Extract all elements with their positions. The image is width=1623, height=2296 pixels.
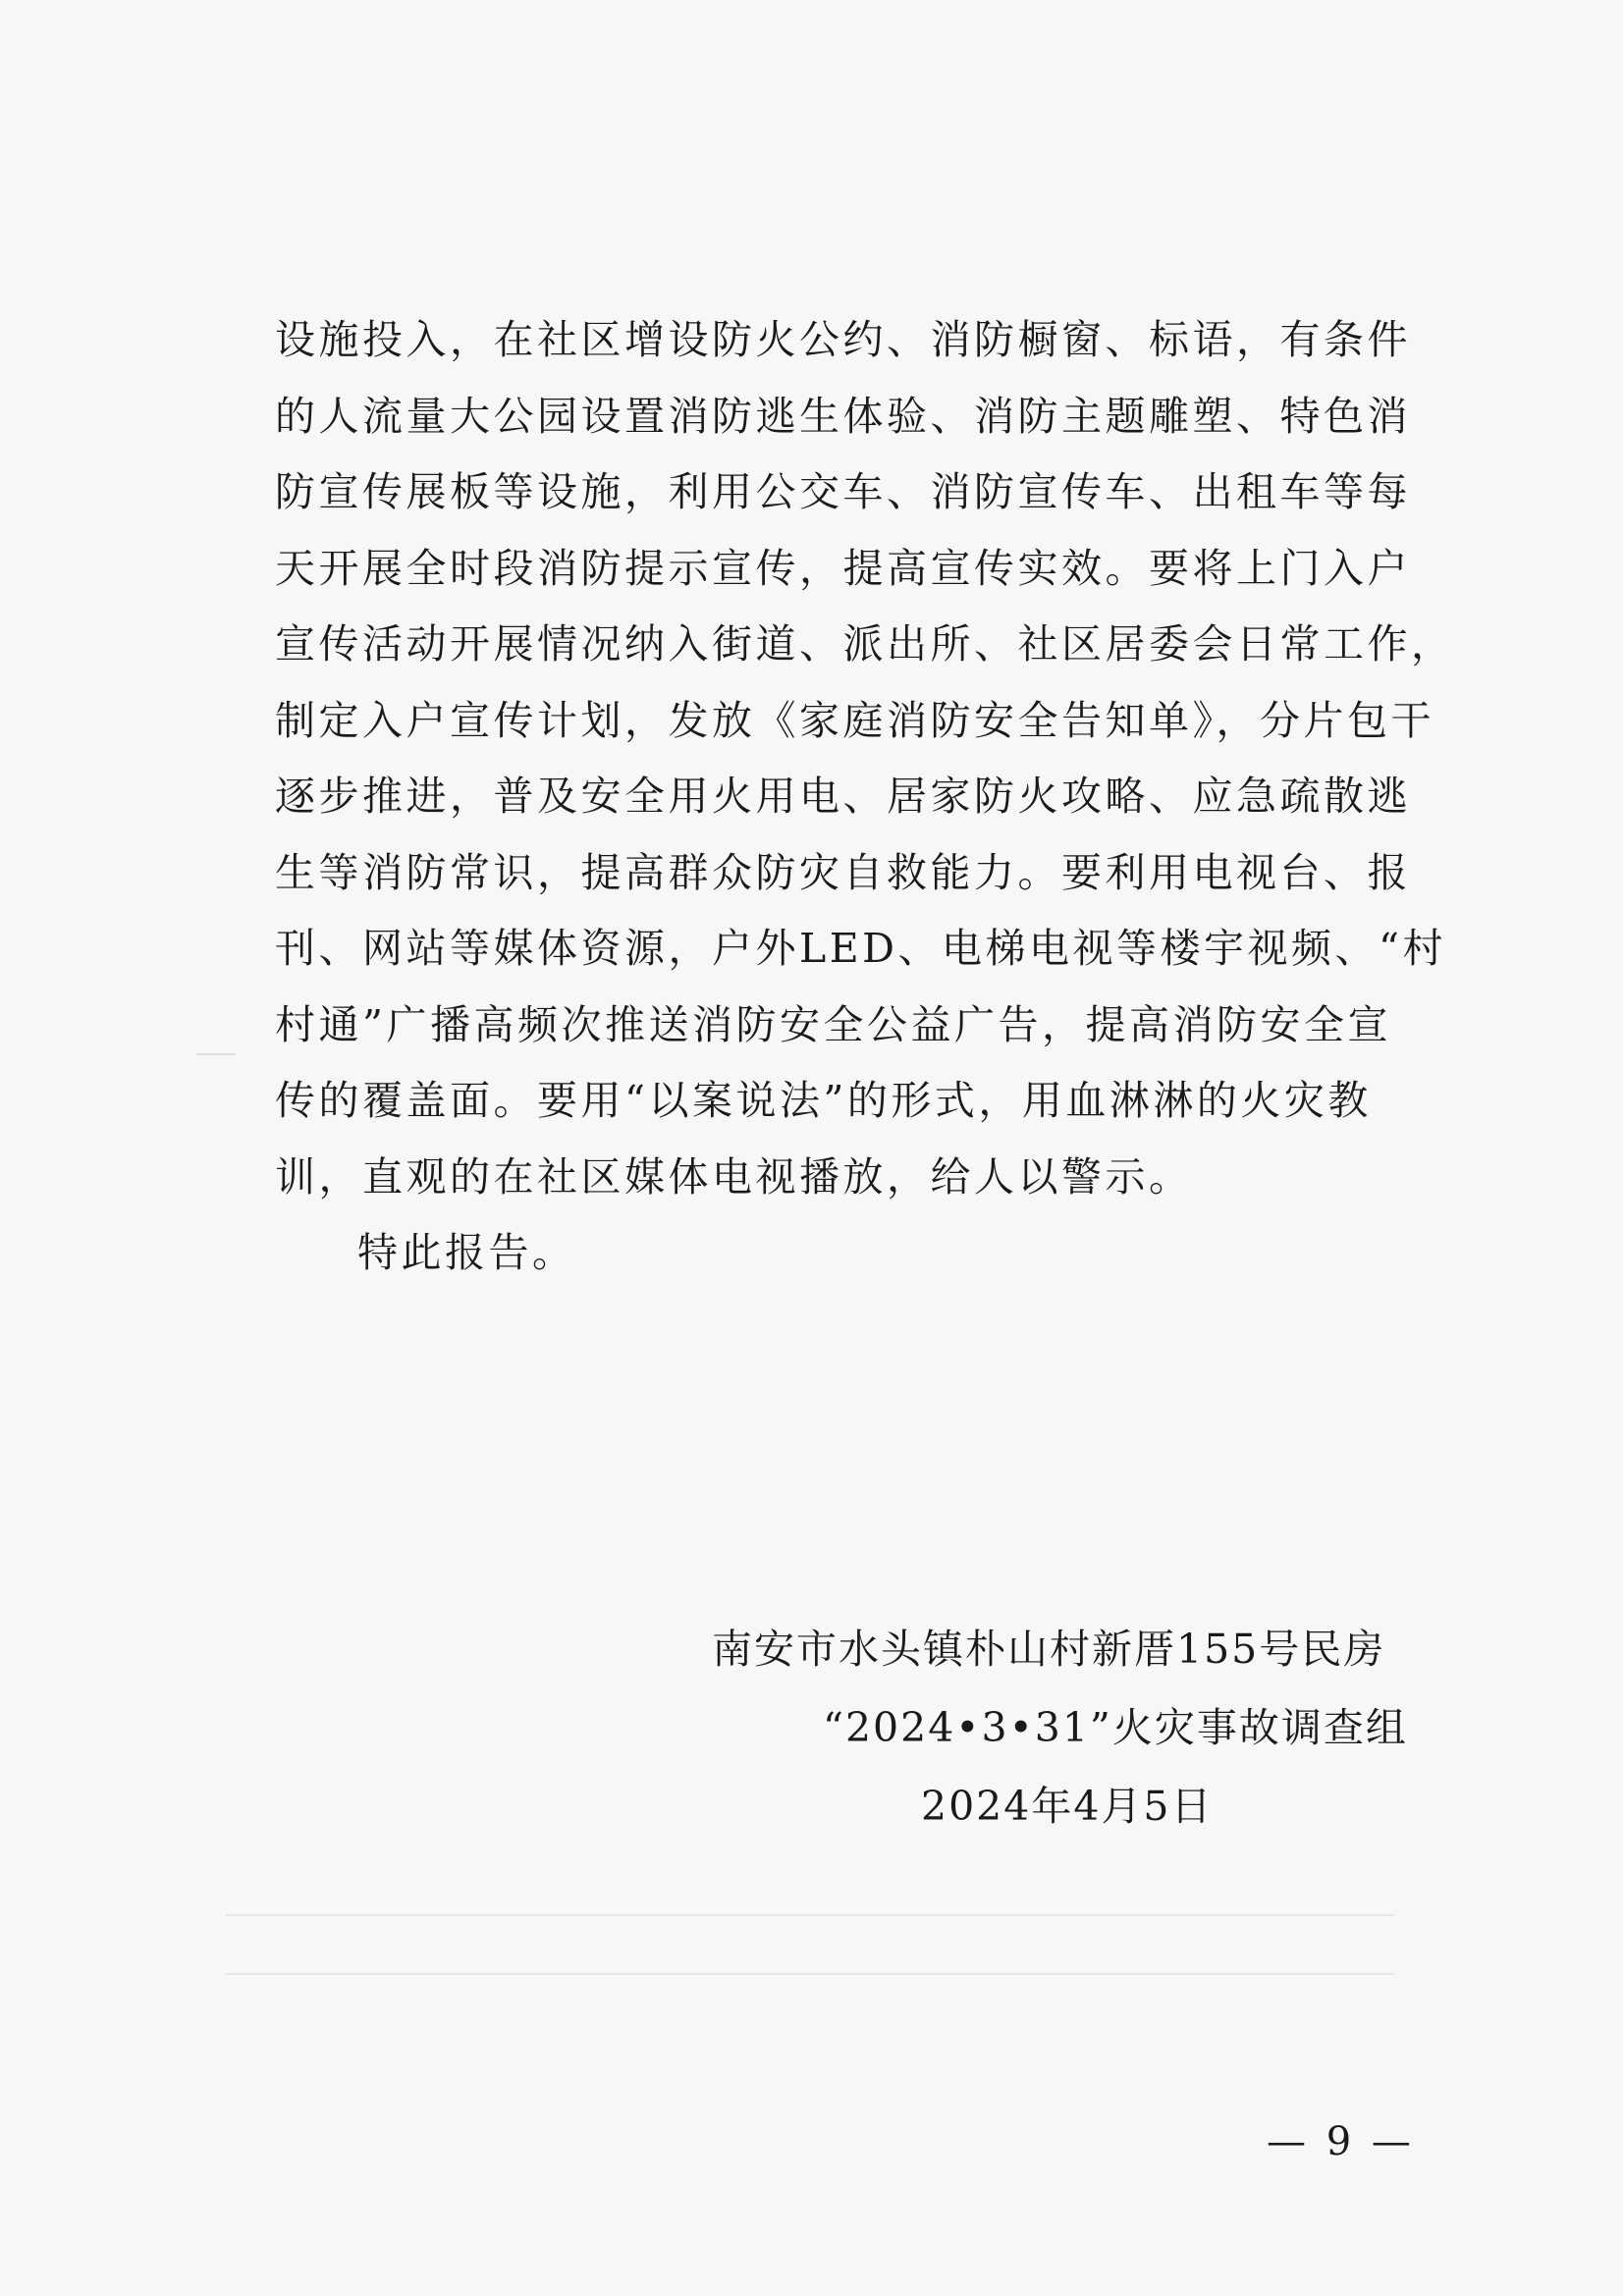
body-line: 逐步推进，普及安全用火用电、居家防火攻略、应急疏散逃 — [275, 773, 1411, 820]
body-line: 宣传活动开展情况纳入街道、派出所、社区居委会日常工作， — [275, 620, 1455, 667]
body-line: 训，直观的在社区媒体电视播放，给人以警示。 — [275, 1152, 1193, 1201]
body-line: 设施投入，在社区增设防火公约、消防橱窗、标语，有条件 — [275, 316, 1411, 363]
body-line: 传的覆盖面。要用“以案说法”的形式，用血淋淋的火灾教 — [275, 1077, 1372, 1124]
page-number: — 9 — — [1267, 2119, 1415, 2164]
body-line: 天开展全时段消防提示宣传，提高宣传实效。要将上门入户 — [275, 544, 1411, 592]
body-paragraph — [275, 302, 1455, 1292]
scan-artifact-rule — [226, 1973, 1394, 1975]
signature-date: 2024年4月5日 — [921, 1783, 1214, 1830]
body-line: 生等消防常识，提高群众防灾自救能力。要利用电视台、报 — [275, 848, 1411, 896]
scan-artifact-rule — [226, 1914, 1394, 1916]
body-line: 制定入户宣传计划，发放《家庭消防安全告知单》，分片包干 — [275, 696, 1434, 744]
signature-group: “2024•3•31”火灾事故调查组 — [823, 1704, 1408, 1751]
body-line: 刊、网站等媒体资源，户外LED、电梯电视等楼宇视频、“村 — [275, 925, 1446, 972]
signature-location: 南安市水头镇朴山村新厝155号民房 — [712, 1626, 1386, 1673]
scan-artifact-mark — [196, 1053, 236, 1055]
body-line: 防宣传展板等设施，利用公交车、消防宣传车、出租车等每 — [275, 468, 1411, 515]
signature-block — [687, 1610, 1434, 1845]
closing-text: 特此报告。 — [357, 1229, 576, 1276]
body-line: 的人流量大公园设置消防逃生体验、消防主题雕塑、特色消 — [275, 392, 1411, 440]
body-line: 村通”广播高频次推送消防安全公益广告，提高消防安全宣 — [275, 1000, 1391, 1048]
